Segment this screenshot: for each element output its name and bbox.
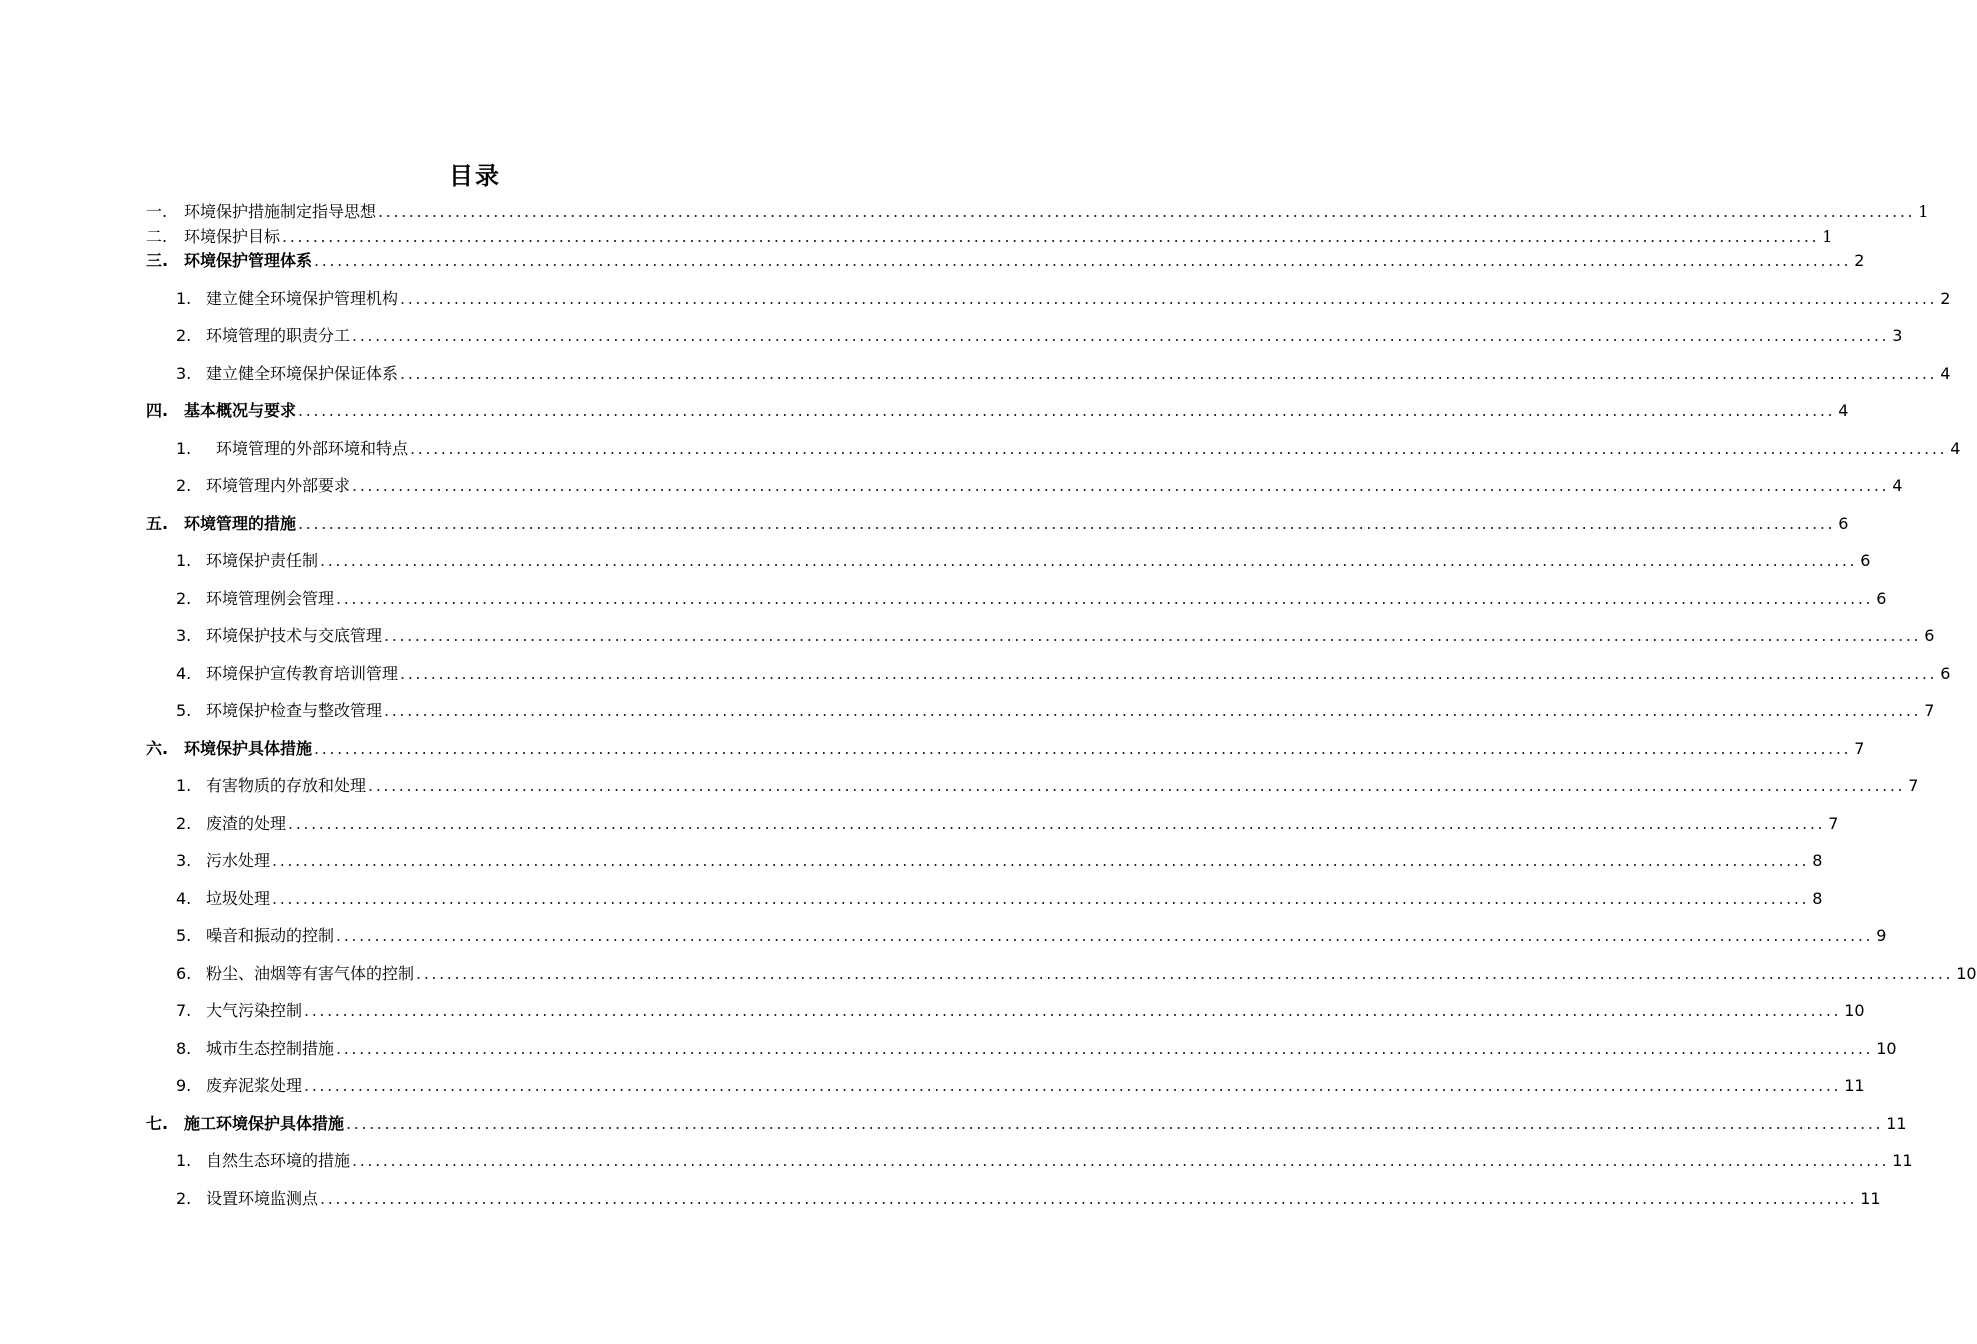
toc-entry-number: 1. bbox=[176, 551, 192, 570]
toc-entry[interactable] bbox=[146, 248, 1865, 274]
toc-entry[interactable] bbox=[176, 961, 1977, 987]
toc-leader-dots: ........................................................................................................................................................................................................ bbox=[336, 926, 1874, 945]
toc-entry-title: 施工环境保护具体措施 bbox=[184, 1114, 345, 1133]
toc-entry-title: 大气污染控制 bbox=[206, 1001, 303, 1020]
toc-entry-number: 5. bbox=[176, 926, 192, 945]
toc-entry-page: 1 bbox=[1822, 227, 1833, 246]
toc-entry-title: 环境管理的措施 bbox=[184, 514, 297, 533]
toc-entry-title: 环境保护目标 bbox=[184, 227, 281, 246]
toc-entry-number: 2. bbox=[176, 1189, 192, 1208]
toc-leader-dots: ........................................................................................................................................................................................................ bbox=[272, 851, 1810, 870]
toc-entry-title: 建立健全环境保护管理机构 bbox=[206, 289, 399, 308]
toc-entry-title: 垃圾处理 bbox=[206, 889, 271, 908]
toc-entry-number: 2. bbox=[176, 814, 192, 833]
toc-entry[interactable] bbox=[176, 361, 1951, 387]
toc-entry-title: 环境保护措施制定指导思想 bbox=[184, 202, 377, 221]
toc-entry[interactable] bbox=[176, 811, 1839, 837]
toc-entry-page: 1 bbox=[1918, 202, 1929, 221]
toc-entry-title: 环境管理的外部环境和特点 bbox=[216, 439, 409, 458]
toc-leader-dots: ........................................................................................................................................................................................................ bbox=[298, 401, 1836, 420]
toc-entry-number: 9. bbox=[176, 1076, 192, 1095]
toc-entry-title: 环境管理内外部要求 bbox=[206, 476, 351, 495]
toc-entry-page: 11 bbox=[1886, 1114, 1907, 1133]
toc-entry[interactable] bbox=[176, 548, 1871, 574]
toc-leader-dots: ........................................................................................................................................................................................................ bbox=[368, 776, 1906, 795]
toc-entry-page: 6 bbox=[1924, 626, 1935, 645]
toc-entry[interactable] bbox=[176, 1036, 1897, 1062]
toc-entry-title: 废渣的处理 bbox=[206, 814, 287, 833]
toc-entry-title: 环境保护责任制 bbox=[206, 551, 319, 570]
toc-entry-number: 3. bbox=[176, 626, 192, 645]
toc-entry-number: 3. bbox=[176, 364, 192, 383]
toc-leader-dots: ........................................................................................................................................................................................................ bbox=[320, 1189, 1858, 1208]
toc-entry-title: 有害物质的存放和处理 bbox=[206, 776, 367, 795]
toc-entry-number: 七. bbox=[146, 1114, 169, 1133]
toc-entry[interactable] bbox=[176, 436, 1961, 462]
toc-entry-page: 4 bbox=[1940, 364, 1951, 383]
toc-entry-title: 建立健全环境保护保证体系 bbox=[206, 364, 399, 383]
toc-entry-page: 11 bbox=[1892, 1151, 1913, 1170]
toc-entry-number: 三. bbox=[146, 251, 169, 270]
toc-entry[interactable] bbox=[176, 1148, 1913, 1174]
toc-leader-dots: ........................................................................................................................................................................................................ bbox=[282, 227, 1820, 246]
toc-entry-page: 7 bbox=[1924, 701, 1935, 720]
toc-entry-number: 4. bbox=[176, 889, 192, 908]
toc-leader-dots: ........................................................................................................................................................................................................ bbox=[352, 326, 1890, 345]
toc-entry-page: 6 bbox=[1860, 551, 1871, 570]
toc-leader-dots: ........................................................................................................................................................................................................ bbox=[336, 589, 1874, 608]
toc-entry-number: 1. bbox=[176, 1151, 192, 1170]
toc-entry-title: 废弃泥浆处理 bbox=[206, 1076, 303, 1095]
toc-entry-number: 五. bbox=[146, 514, 169, 533]
toc-entry-title: 自然生态环境的措施 bbox=[206, 1151, 351, 1170]
toc-leader-dots: ........................................................................................................................................................................................................ bbox=[336, 1039, 1874, 1058]
toc-entry-title: 环境管理的职责分工 bbox=[206, 326, 351, 345]
toc-leader-dots: ........................................................................................................................................................................................................ bbox=[416, 964, 1954, 983]
toc-entry-title: 粉尘、油烟等有害气体的控制 bbox=[206, 964, 415, 983]
toc-entry-title: 环境保护检查与整改管理 bbox=[206, 701, 383, 720]
toc-entry[interactable] bbox=[176, 1073, 1865, 1099]
toc-entry-page: 11 bbox=[1860, 1189, 1881, 1208]
toc-entry[interactable] bbox=[146, 1111, 1907, 1137]
toc-entry-number: 4. bbox=[176, 664, 192, 683]
toc-entry[interactable] bbox=[176, 773, 1919, 799]
toc-entry-page: 11 bbox=[1844, 1076, 1865, 1095]
toc-entry-title: 环境保护管理体系 bbox=[184, 251, 313, 270]
toc-entry-number: 3. bbox=[176, 851, 192, 870]
toc-entry-number: 6. bbox=[176, 964, 192, 983]
toc-entry[interactable] bbox=[146, 398, 1849, 424]
toc-entry-page: 8 bbox=[1812, 889, 1823, 908]
toc-entry-page: 7 bbox=[1854, 739, 1865, 758]
toc-entry[interactable] bbox=[176, 623, 1935, 649]
toc-entry[interactable] bbox=[176, 998, 1865, 1024]
toc-entry-title: 环境保护技术与交底管理 bbox=[206, 626, 383, 645]
toc-entry[interactable] bbox=[176, 886, 1823, 912]
toc-entry-page: 2 bbox=[1940, 289, 1951, 308]
toc-leader-dots: ........................................................................................................................................................................................................ bbox=[352, 1151, 1890, 1170]
page-title: 目录 bbox=[449, 161, 501, 190]
toc-entry-title: 城市生态控制措施 bbox=[206, 1039, 335, 1058]
toc-leader-dots: ........................................................................................................................................................................................................ bbox=[272, 889, 1810, 908]
toc-entry-number: 5. bbox=[176, 701, 192, 720]
toc-entry-number: 1. bbox=[176, 439, 192, 458]
toc-entry-number: 一. bbox=[146, 202, 168, 221]
toc-entry-number: 1. bbox=[176, 289, 192, 308]
toc-entry-page: 7 bbox=[1828, 814, 1839, 833]
toc-entry-number: 四. bbox=[146, 401, 169, 420]
toc-entry-page: 7 bbox=[1908, 776, 1919, 795]
toc-entry-page: 4 bbox=[1838, 401, 1849, 420]
toc-entry[interactable] bbox=[146, 736, 1865, 762]
toc-entry[interactable] bbox=[176, 1186, 1881, 1212]
toc-entry[interactable] bbox=[176, 586, 1887, 612]
toc-leader-dots: ........................................................................................................................................................................................................ bbox=[400, 364, 1938, 383]
toc-entry-page: 10 bbox=[1876, 1039, 1897, 1058]
toc-leader-dots: ........................................................................................................................................................................................................ bbox=[352, 476, 1890, 495]
toc-entry-page: 6 bbox=[1838, 514, 1849, 533]
toc-entry[interactable] bbox=[146, 199, 1929, 225]
toc-entry-page: 4 bbox=[1950, 439, 1961, 458]
toc-entry-title: 污水处理 bbox=[206, 851, 271, 870]
toc-entry-page: 10 bbox=[1844, 1001, 1865, 1020]
toc-entry-title: 环境保护宣传教育培训管理 bbox=[206, 664, 399, 683]
toc-entry-page: 6 bbox=[1876, 589, 1887, 608]
toc-entry-number: 8. bbox=[176, 1039, 192, 1058]
toc-entry-page: 2 bbox=[1854, 251, 1865, 270]
toc-leader-dots: ........................................................................................................................................................................................................ bbox=[314, 739, 1852, 758]
toc-entry-number: 六. bbox=[146, 739, 169, 758]
toc-entry-title: 环境管理例会管理 bbox=[206, 589, 335, 608]
toc-entry-number: 二. bbox=[146, 227, 168, 246]
toc-entry-page: 3 bbox=[1892, 326, 1903, 345]
toc-entry[interactable] bbox=[176, 923, 1887, 949]
toc-entry-title: 设置环境监测点 bbox=[206, 1189, 319, 1208]
toc-entry[interactable] bbox=[146, 224, 1833, 250]
toc-entry-number: 7. bbox=[176, 1001, 192, 1020]
toc-entry-title: 噪音和振动的控制 bbox=[206, 926, 335, 945]
toc-entry-page: 4 bbox=[1892, 476, 1903, 495]
toc-entry[interactable] bbox=[176, 323, 1903, 349]
toc-entry-number: 2. bbox=[176, 326, 192, 345]
toc-entry-page: 10 bbox=[1956, 964, 1977, 983]
toc-leader-dots: ........................................................................................................................................................................................................ bbox=[400, 289, 1938, 308]
toc-entry-number: 1. bbox=[176, 776, 192, 795]
toc-leader-dots: ........................................................................................................................................................................................................ bbox=[314, 251, 1852, 270]
toc-leader-dots: ........................................................................................................................................................................................................ bbox=[384, 701, 1922, 720]
toc-leader-dots: ........................................................................................................................................................................................................ bbox=[298, 514, 1836, 533]
toc-leader-dots: ........................................................................................................................................................................................................ bbox=[288, 814, 1826, 833]
toc-leader-dots: ........................................................................................................................................................................................................ bbox=[384, 626, 1922, 645]
toc-entry-title: 基本概况与要求 bbox=[184, 401, 297, 420]
toc-leader-dots: ........................................................................................................................................................................................................ bbox=[304, 1001, 1842, 1020]
toc-entry[interactable] bbox=[176, 698, 1935, 724]
toc-entry-page: 8 bbox=[1812, 851, 1823, 870]
toc-leader-dots: ........................................................................................................................................................................................................ bbox=[378, 202, 1916, 221]
toc-leader-dots: ........................................................................................................................................................................................................ bbox=[320, 551, 1858, 570]
toc-entry-number: 2. bbox=[176, 589, 192, 608]
toc-entry[interactable] bbox=[176, 848, 1823, 874]
toc-entry[interactable] bbox=[176, 661, 1951, 687]
toc-entry[interactable] bbox=[176, 286, 1951, 312]
toc-entry-page: 6 bbox=[1940, 664, 1951, 683]
toc-leader-dots: ........................................................................................................................................................................................................ bbox=[410, 439, 1948, 458]
toc-entry[interactable] bbox=[146, 511, 1849, 537]
toc-leader-dots: ........................................................................................................................................................................................................ bbox=[304, 1076, 1842, 1095]
toc-leader-dots: ........................................................................................................................................................................................................ bbox=[346, 1114, 1884, 1133]
toc-entry[interactable] bbox=[176, 473, 1903, 499]
toc-entry-title: 环境保护具体措施 bbox=[184, 739, 313, 758]
toc-leader-dots: ........................................................................................................................................................................................................ bbox=[400, 664, 1938, 683]
toc-entry-page: 9 bbox=[1876, 926, 1887, 945]
toc-entry-number: 2. bbox=[176, 476, 192, 495]
